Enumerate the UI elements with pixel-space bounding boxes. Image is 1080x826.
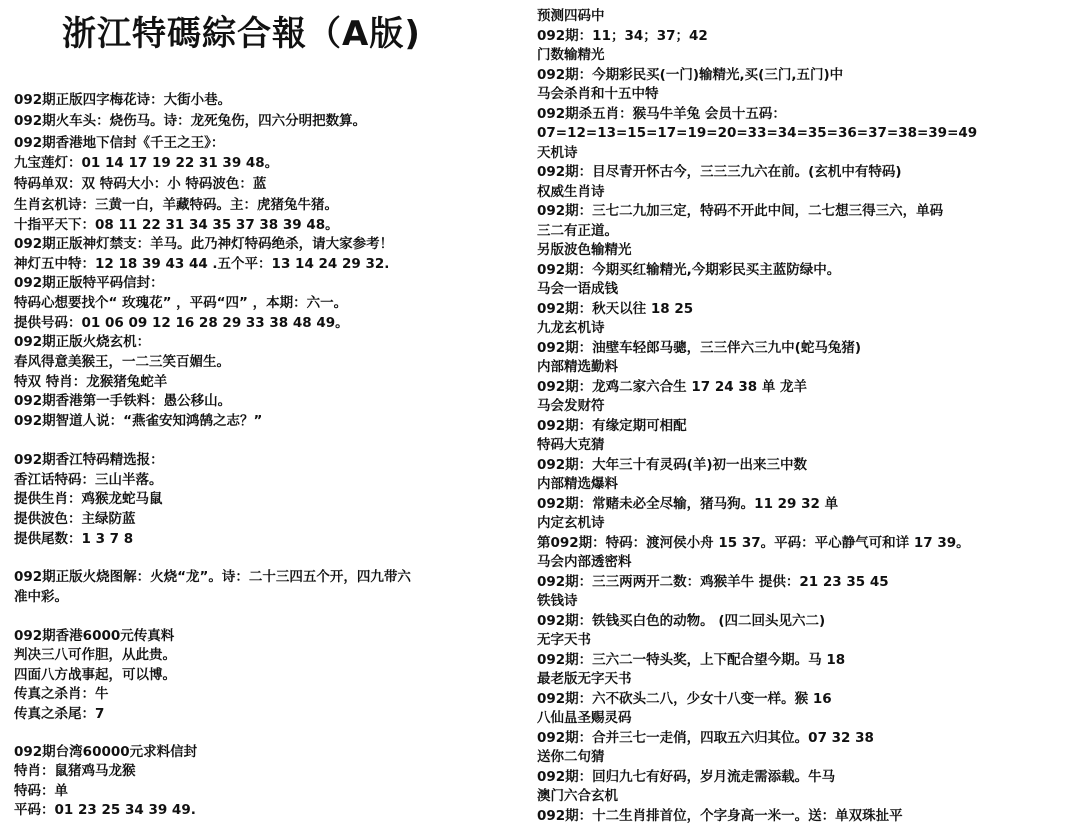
right-text-line: 092期：铁钱买白色的动物。 (四二回头见六二)	[537, 613, 826, 629]
left-text-line: 092期正版火烧玄机：	[14, 334, 151, 350]
right-text-line: 特码大克猜	[537, 437, 605, 453]
right-text-line: 092期：有缘定期可相配	[537, 418, 687, 434]
right-text-line: 092期：今期彩民买(一门)输精光,买(三门,五门)中	[537, 67, 844, 83]
left-text-line: 092期火车头：烧伤马。诗：龙死兔伤，四六分明把数算。	[14, 113, 367, 129]
right-text-line: 预测四码中	[537, 8, 605, 24]
right-text-line: 最老版无字天书	[537, 671, 632, 687]
right-text-line: 送你二句猜	[537, 749, 605, 765]
right-text-line: 092期：目尽青开怀古今，三三三九六在前。(玄机中有特码)	[537, 164, 902, 180]
right-text-line: 无字天书	[537, 632, 591, 648]
left-text-line: 生肖玄机诗：三黄一白，羊藏特码。主：虎猪兔牛猪。	[14, 197, 338, 213]
right-text-line: 第092期：特码：渡河侯小舟 15 37。平码：平心静气可和详 17 39。	[537, 535, 970, 551]
right-text-line: 马会杀肖和十五中特	[537, 86, 659, 102]
right-text-line: 092期：十二生肖排首位，个字身高一米一。送：单双珠扯平	[537, 808, 903, 824]
left-text-line: 092期正版神灯禁支：羊马。此乃神灯特码绝杀，请大家参考！	[14, 236, 394, 252]
right-text-line: 07=12=13=15=17=19=20=33=34=35=36=37=38=39=49	[537, 125, 978, 141]
right-text-line: 092期杀五肖：猴马牛羊兔 会员十五码：	[537, 106, 786, 122]
right-text-line: 权威生肖诗	[537, 184, 605, 200]
right-text-line: 马会内部透密料	[537, 554, 632, 570]
right-text-line: 内部精选爆料	[537, 476, 618, 492]
right-text-line: 092期：大年三十有灵码(羊)初一出来三中数	[537, 457, 808, 473]
right-text-line: 八仙昷圣赐灵码	[537, 710, 632, 726]
right-text-line: 马会一语成钱	[537, 281, 618, 297]
left-text-line: 092期台湾60000元求料信封	[14, 744, 198, 760]
left-text-line: 提供号码：01 06 09 12 16 28 29 33 38 48 49。	[14, 315, 349, 331]
left-text-line: 四面八方战事起，可以博。	[14, 667, 176, 683]
left-text-line: 判决三八可作胆，从此贵。	[14, 647, 176, 663]
left-text-line: 准中彩。	[14, 589, 68, 605]
right-text-line: 092期：今期买红输精光,今期彩民买主蓝防绿中。	[537, 262, 841, 278]
left-text-line: 092期正版四字梅花诗：大街小巷。	[14, 92, 232, 108]
right-text-line: 另版波色输精光	[537, 242, 632, 258]
right-text-line: 门数输精光	[537, 47, 605, 63]
left-text-line: 提供尾数：1 3 7 8	[14, 531, 134, 547]
right-text-line: 092期：三六二一特头奖，上下配合望今期。马 18	[537, 652, 846, 668]
right-text-line: 092期：六不砍头二八，少女十八变一样。猴 16	[537, 691, 832, 707]
left-text-line: 092期香港地下信封《千王之王》：	[14, 135, 225, 151]
left-text-line: 春风得意美猴王，一二三笑百媚生。	[14, 354, 230, 370]
right-text-line: 092期：常赌未必全尽输，猪马狗。11 29 32 单	[537, 496, 839, 512]
left-text-line: 传真之杀肖：牛	[14, 686, 109, 702]
right-text-line: 092期：合并三七一走俏，四取五六归其位。07 32 38	[537, 730, 874, 746]
left-text-line: 提供波色：主绿防蓝	[14, 511, 136, 527]
right-text-line: 九龙玄机诗	[537, 320, 605, 336]
left-text-line: 特码心想要找个“ 玫瑰花” ，平码“四” ，本期：六一。	[14, 295, 348, 311]
right-text-line: 092期：秋天以往 18 25	[537, 301, 694, 317]
left-text-line: 九宝莲灯：01 14 17 19 22 31 39 48。	[14, 155, 279, 171]
left-text-line: 提供生肖：鸡猴龙蛇马鼠	[14, 491, 163, 507]
right-text-line: 内定玄机诗	[537, 515, 605, 531]
right-text-line: 092期：龙鸡二家六合生 17 24 38 单 龙羊	[537, 379, 808, 395]
left-text-line: 092期智道人说：“燕雀安知鸿鹄之志？”	[14, 413, 263, 429]
left-text-line: 神灯五中特：12 18 39 43 44 .五个平：13 14 24 29 32.	[14, 256, 390, 272]
right-text-line: 内部精选勤料	[537, 359, 618, 375]
left-text-line: 传真之杀尾：7	[14, 706, 105, 722]
left-text-line: 092期香港6000元传真料	[14, 628, 175, 644]
right-text-line: 092期：三三两两开二数：鸡猴羊牛 提供：21 23 35 45	[537, 574, 889, 590]
left-text-line: 十指平天下：08 11 22 31 34 35 37 38 39 48。	[14, 217, 339, 233]
left-text-line: 092期正版特平码信封：	[14, 275, 164, 291]
left-text-line: 特双 特肖：龙猴猪兔蛇羊	[14, 374, 168, 390]
right-text-line: 092期：三七二九加三定，特码不开此中间，二七想三得三六，单码	[537, 203, 944, 219]
right-text-line: 092期：11；34；37；42	[537, 28, 708, 44]
right-text-line: 三二有正道。	[537, 223, 618, 239]
left-text-line: 香江话特码：三山半落。	[14, 472, 163, 488]
right-text-line: 马会发财符	[537, 398, 605, 414]
left-text-line: 092期香江特码精选报：	[14, 452, 164, 468]
right-text-line: 铁钱诗	[537, 593, 578, 609]
right-text-line: 092期：油壁车轻郎马骢，三三伴六三九中(蛇马兔猪)	[537, 340, 862, 356]
right-text-line: 092期：回归九七有好码，岁月流走需添载。牛马	[537, 769, 836, 785]
left-text-line: 092期香港第一手铁料：愚公移山。	[14, 393, 232, 409]
left-text-line: 092期正版火烧图解：火烧“龙”。诗：二十三四五个开，四九带六	[14, 569, 411, 585]
left-text-line: 特码单双：双 特码大小：小 特码波色：蓝	[14, 176, 267, 192]
left-text-line: 特肖：鼠猪鸡马龙猴	[14, 763, 136, 779]
right-text-line: 澳门六合玄机	[537, 788, 618, 804]
left-text-line: 平码：01 23 25 34 39 49.	[14, 802, 196, 818]
right-text-line: 天机诗	[537, 145, 578, 161]
left-text-line: 特码：单	[14, 783, 68, 799]
page-title: 浙江特碼綜合報（A版)	[62, 14, 421, 54]
